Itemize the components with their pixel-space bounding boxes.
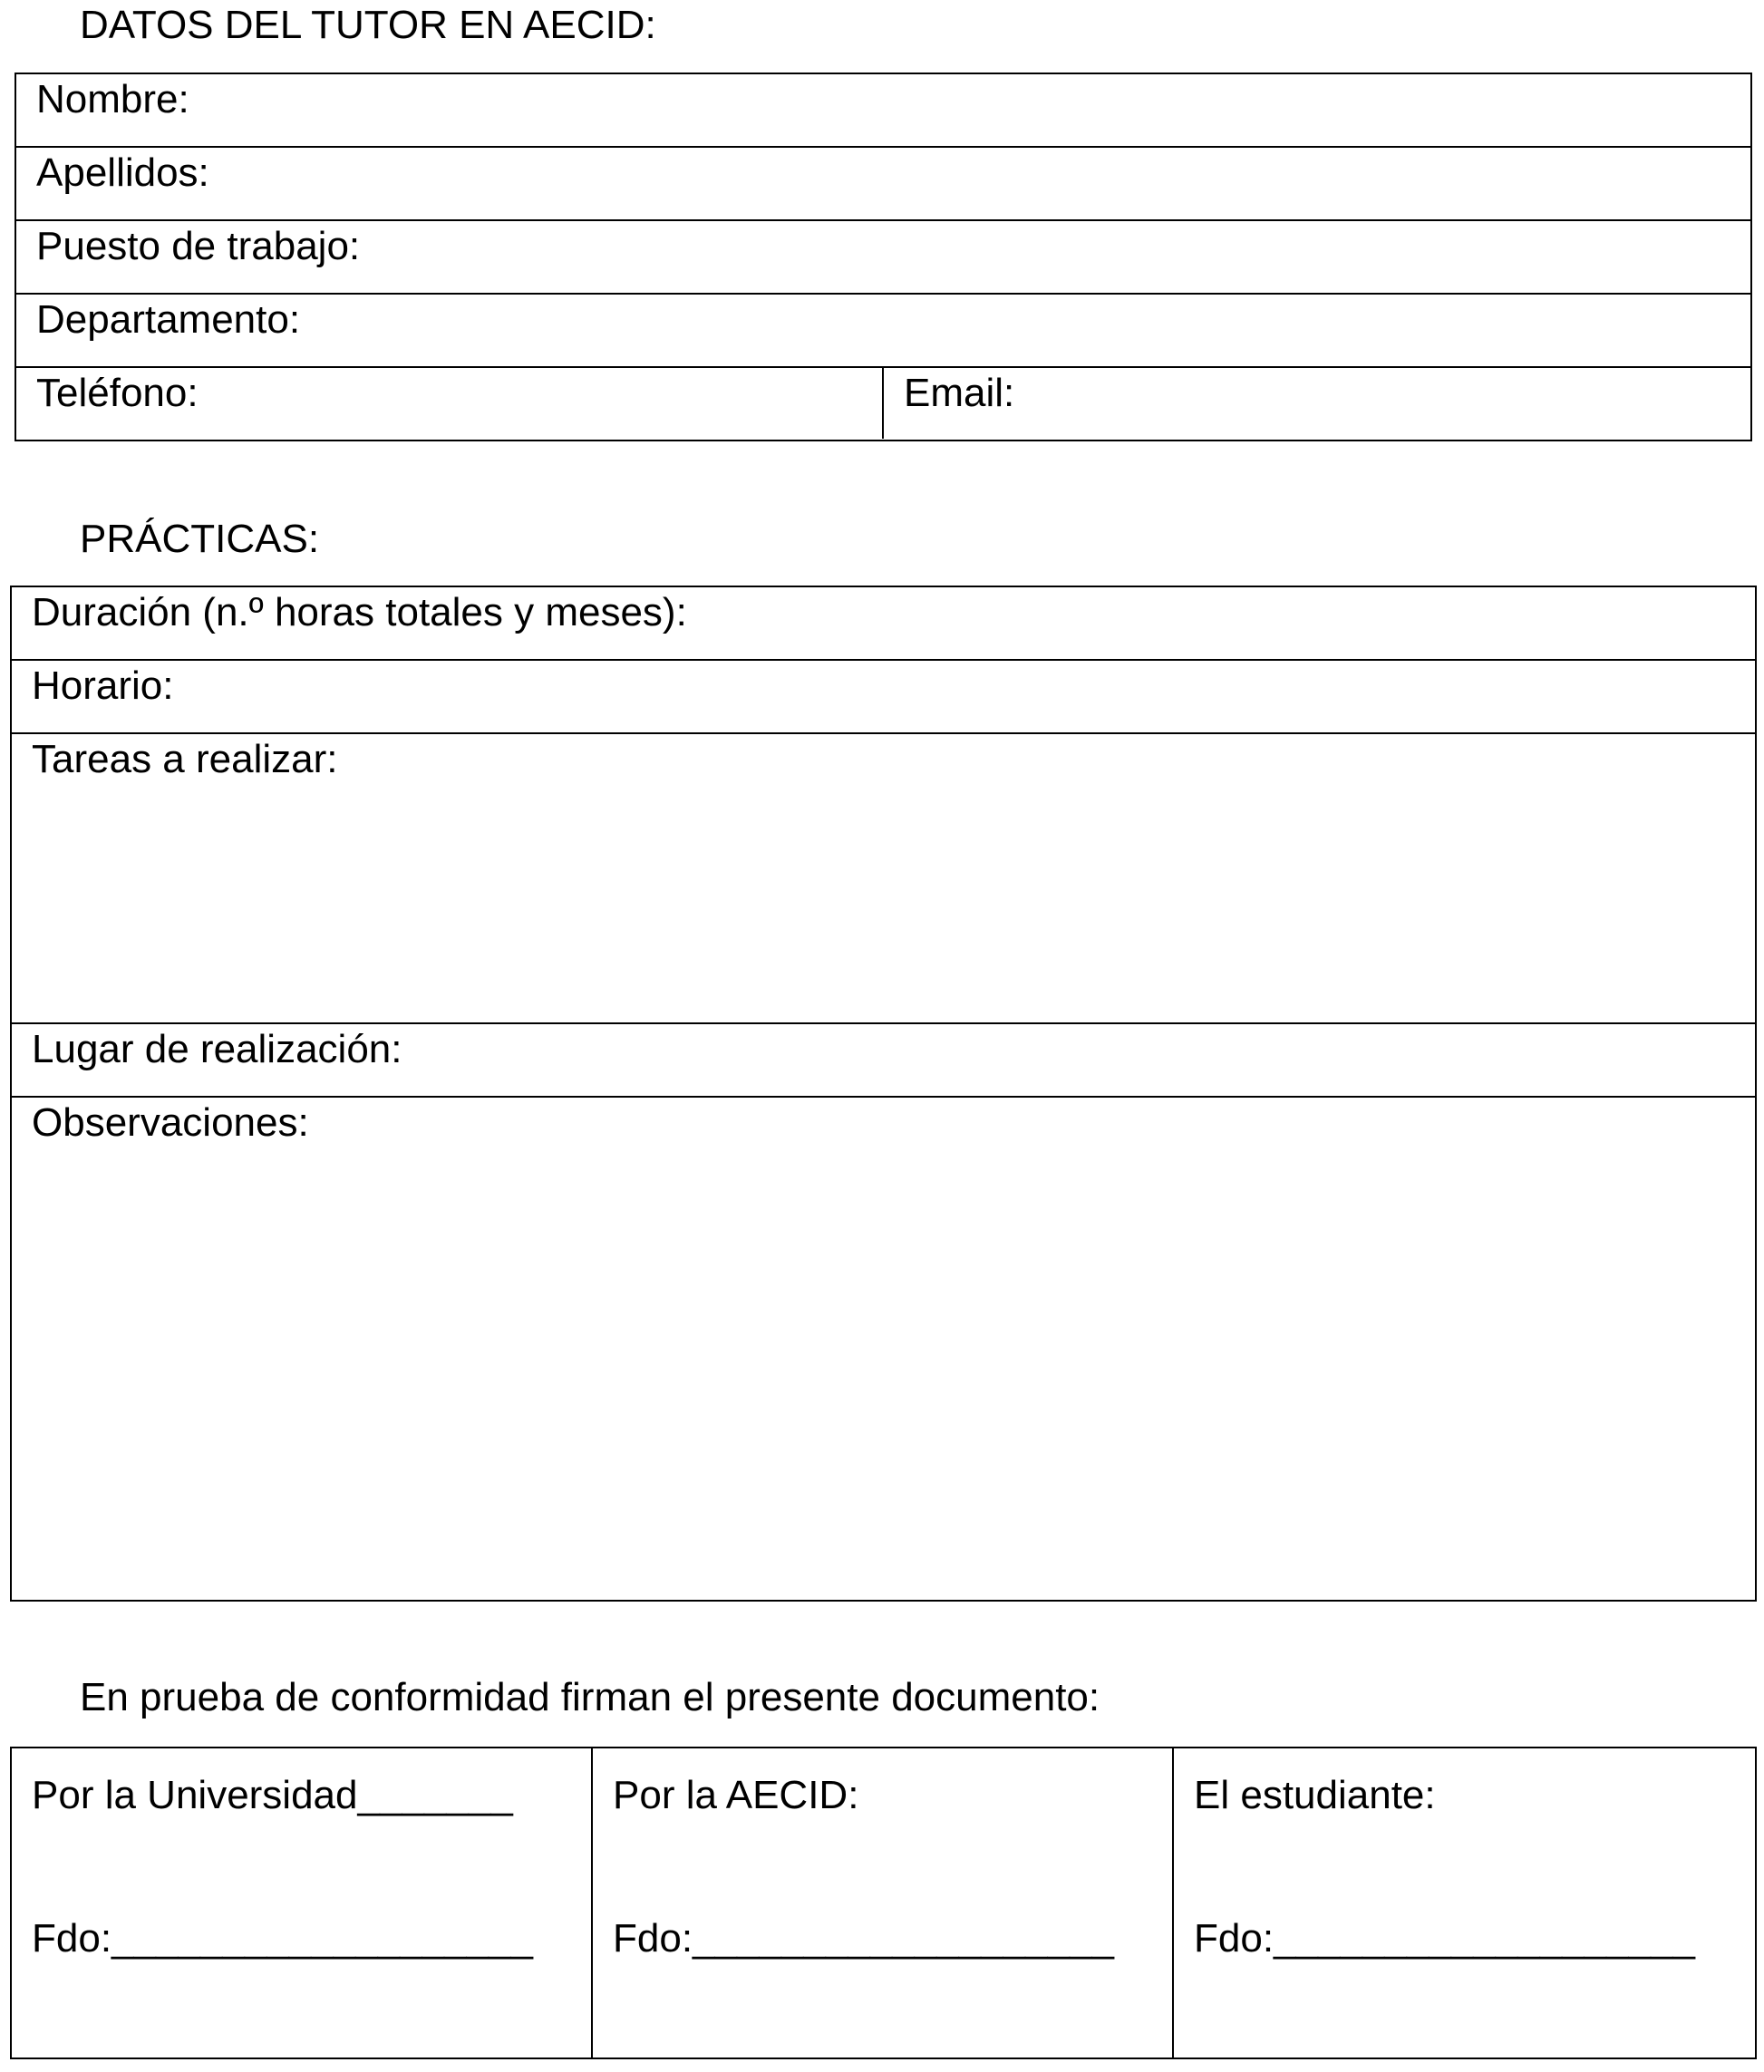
- apellidos-label: Apellidos:: [36, 150, 209, 195]
- nombre-row[interactable]: [16, 74, 1750, 148]
- signature-aecid-heading: Por la AECID:: [613, 1773, 859, 1817]
- signature-estudiante-fdo: Fdo:___________________: [1194, 1916, 1695, 1961]
- signature-table: [10, 1747, 1757, 2059]
- signature-aecid-cell[interactable]: [593, 1748, 1174, 2057]
- contact-row: [16, 368, 1750, 439]
- apellidos-row[interactable]: [16, 148, 1750, 221]
- tareas-row[interactable]: [12, 734, 1755, 1024]
- signature-estudiante-cell[interactable]: [1174, 1748, 1755, 2057]
- signature-universidad-heading: Por la Universidad_______: [32, 1773, 513, 1817]
- email-cell[interactable]: [884, 368, 1750, 439]
- horario-row[interactable]: [12, 661, 1755, 734]
- practicas-section-title: PRÁCTICAS:: [80, 517, 320, 561]
- departamento-label: Departamento:: [36, 297, 301, 342]
- puesto-row[interactable]: [16, 221, 1750, 295]
- signature-estudiante-heading: El estudiante:: [1194, 1773, 1436, 1817]
- signature-universidad-cell[interactable]: [12, 1748, 593, 2057]
- telefono-label: Teléfono:: [36, 371, 199, 415]
- lugar-label: Lugar de realización:: [32, 1027, 402, 1071]
- nombre-label: Nombre:: [36, 77, 189, 121]
- duracion-label: Duración (n.º horas totales y meses):: [32, 590, 687, 634]
- observaciones-label: Observaciones:: [32, 1100, 309, 1145]
- tutor-data-table: [15, 73, 1752, 441]
- tareas-label: Tareas a realizar:: [32, 737, 338, 781]
- puesto-label: Puesto de trabajo:: [36, 224, 361, 268]
- departamento-row[interactable]: [16, 295, 1750, 368]
- horario-label: Horario:: [32, 663, 174, 708]
- signature-section-title: En prueba de conformidad firman el presente documento:: [80, 1675, 1100, 1719]
- signature-aecid-fdo: Fdo:___________________: [613, 1916, 1114, 1961]
- duracion-row[interactable]: [12, 587, 1755, 661]
- signature-universidad-fdo: Fdo:___________________: [32, 1916, 533, 1961]
- telefono-cell[interactable]: [16, 368, 884, 439]
- tutor-section-title: DATOS DEL TUTOR EN AECID:: [80, 3, 656, 47]
- lugar-row[interactable]: [12, 1024, 1755, 1098]
- practicas-table: [10, 586, 1757, 1602]
- observaciones-row[interactable]: [12, 1098, 1755, 1599]
- email-label: Email:: [904, 371, 1015, 415]
